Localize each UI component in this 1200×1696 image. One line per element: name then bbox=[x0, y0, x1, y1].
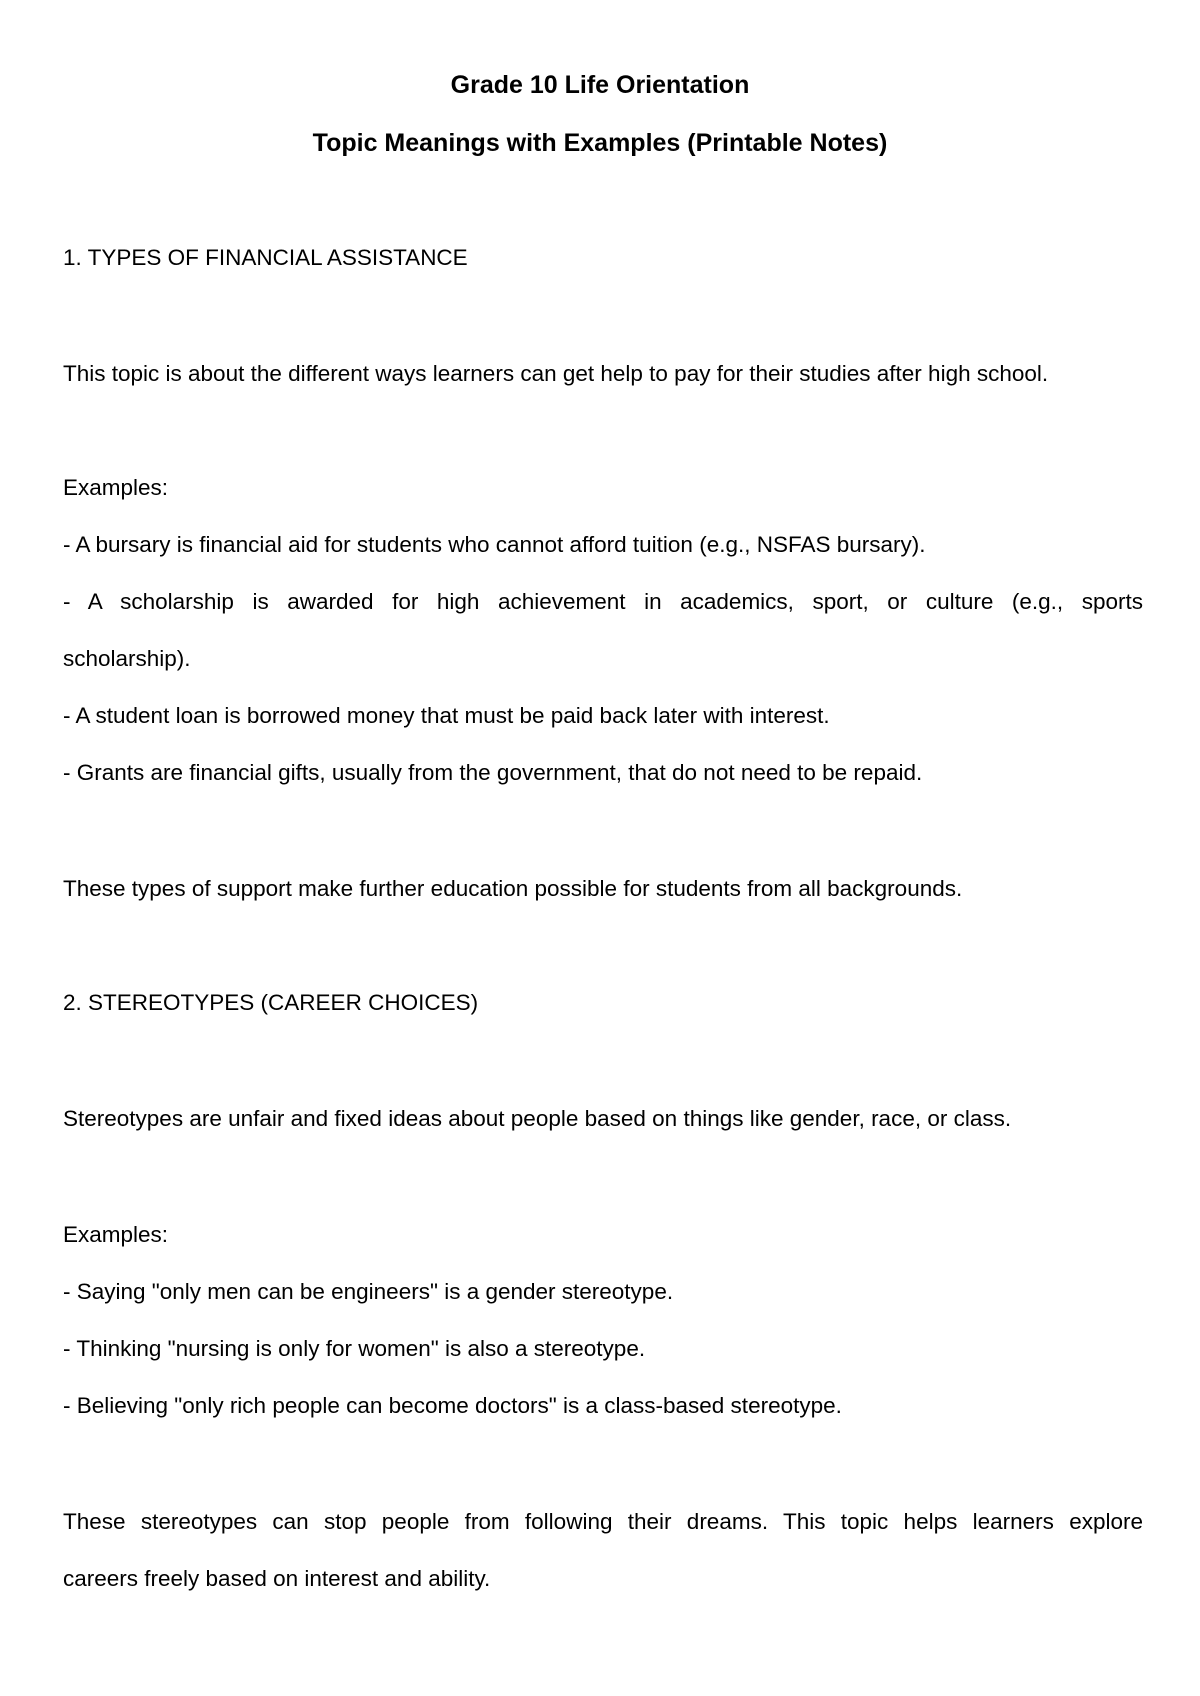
section-1-conclusion: These types of support make further education possible for students from all backgrounds. bbox=[63, 876, 963, 901]
list-item: - Thinking "nursing is only for women" is also a stereotype. bbox=[63, 1336, 646, 1361]
section-2-intro: Stereotypes are unfair and fixed ideas about people based on things like gender, race, or class. bbox=[63, 1106, 1012, 1131]
list-item: - Saying "only men can be engineers" is a gender stereotype. bbox=[63, 1279, 674, 1304]
section-2-examples-label: Examples: bbox=[63, 1222, 169, 1247]
section-1-heading: 1. TYPES OF FINANCIAL ASSISTANCE bbox=[63, 245, 468, 270]
section-2-heading: 2. STEREOTYPES (CAREER CHOICES) bbox=[63, 990, 479, 1015]
list-item: - A bursary is financial aid for students who cannot afford tuition (e.g., NSFAS bursary). bbox=[63, 532, 926, 557]
document-subtitle: Topic Meanings with Examples (Printable Notes) bbox=[312, 129, 888, 157]
section-2-conclusion: These stereotypes can stop people from following their dreams. This topic helps learners explore bbox=[63, 1509, 1143, 1534]
section-1-intro: This topic is about the different ways learners can get help to pay for their studies after high school. bbox=[63, 361, 1049, 386]
list-item: - A scholarship is awarded for high achievement in academics, sport, or culture (e.g., sports bbox=[63, 589, 1143, 614]
document-title: Grade 10 Life Orientation bbox=[450, 71, 750, 99]
list-item: - Grants are financial gifts, usually from the government, that do not need to be repaid. bbox=[63, 760, 923, 785]
section-1-examples-label: Examples: bbox=[63, 475, 169, 500]
section-2-conclusion-continuation: careers freely based on interest and ability. bbox=[63, 1566, 491, 1591]
list-item: - A student loan is borrowed money that must be paid back later with interest. bbox=[63, 703, 830, 728]
list-item-continuation: scholarship). bbox=[63, 646, 191, 671]
list-item: - Believing "only rich people can become doctors" is a class-based stereotype. bbox=[63, 1393, 842, 1418]
